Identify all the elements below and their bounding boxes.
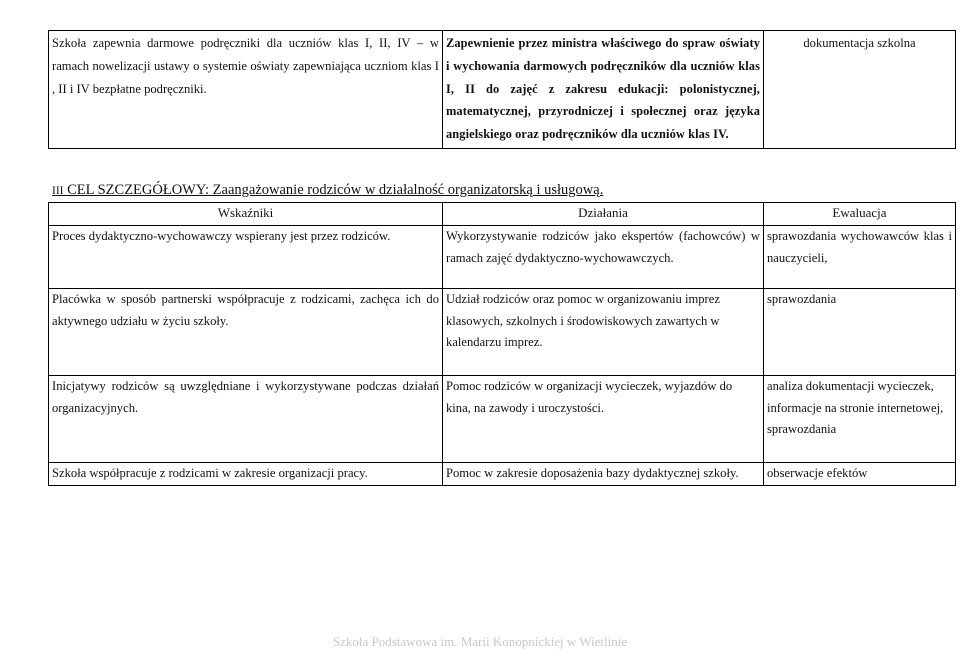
table-row bbox=[49, 376, 956, 463]
goals-table bbox=[48, 202, 956, 486]
section-number: III bbox=[52, 185, 64, 197]
row-4-wskazniki: Szkoła współpracuje z rodzicami w zakresie organizacji pracy. bbox=[49, 463, 443, 486]
top-table bbox=[48, 30, 956, 149]
page-footer: Szkoła Podstawowa im. Marii Konopnickiej w Wietlinie bbox=[332, 634, 628, 649]
row-1-ewaluacja: sprawozdania wychowawców klas i nauczycieli, bbox=[764, 226, 956, 289]
top-cell-dzialanie: Zapewnienie przez ministra właściwego do spraw oświaty i wychowania darmowych podręczników dla uczniów klas I, II do zajęć z zakresu edukacji: polonistycznej, matematycznej, przyrodniczej i społecznej oraz języka angielskiego oraz podręczników dla uczniów klas IV. bbox=[443, 31, 764, 149]
row-4-ewaluacja: obserwacje efektów bbox=[764, 463, 956, 486]
row-3-dzialania: Pomoc rodziców w organizacji wycieczek, wyjazdów do kina, na zawody i uroczystości. bbox=[443, 376, 764, 463]
row-1-dzialania: Wykorzystywanie rodziców jako ekspertów (fachowców) w ramach zajęć dydaktyczno-wychowawczych. bbox=[443, 226, 764, 289]
row-4-dzialania: Pomoc w zakresie doposażenia bazy dydaktycznej szkoły. bbox=[443, 463, 764, 486]
table-row bbox=[49, 289, 956, 376]
header-wskazniki: Wskaźniki bbox=[49, 203, 443, 226]
top-cell-ewaluacja: dokumentacja szkolna bbox=[764, 31, 956, 149]
row-3-ewaluacja: analiza dokumentacji wycieczek, informacje na stronie internetowej, sprawozdania bbox=[764, 376, 956, 463]
section-heading bbox=[52, 182, 603, 199]
row-2-ewaluacja: sprawozdania bbox=[764, 289, 956, 376]
table-header-row bbox=[49, 203, 956, 226]
row-1-wskazniki: Proces dydaktyczno-wychowawczy wspierany jest przez rodziców. bbox=[49, 226, 443, 289]
row-2-wskazniki: Placówka w sposób partnerski współpracuje z rodzicami, zachęca ich do aktywnego udziału w życiu szkoły. bbox=[49, 289, 443, 376]
top-cell-wskaznik: Szkoła zapewnia darmowe podręczniki dla uczniów klas I, II, IV – w ramach nowelizacji ustawy o systemie oświaty zapewniająca uczniom klas I , II i IV bezpłatne podręczniki. bbox=[49, 31, 443, 149]
table-row bbox=[49, 31, 956, 149]
section-title: CEL SZCZEGÓŁOWY: Zaangażowanie rodziców w działalność organizatorską i usługową. bbox=[67, 182, 604, 198]
table-row bbox=[49, 463, 956, 486]
table-row bbox=[49, 226, 956, 289]
row-2-dzialania: Udział rodziców oraz pomoc w organizowaniu imprez klasowych, szkolnych i środowiskowych zawartych w kalendarzu imprez. bbox=[443, 289, 764, 376]
header-ewaluacja: Ewaluacja bbox=[764, 203, 956, 226]
row-3-wskazniki: Inicjatywy rodziców są uwzględniane i wykorzystywane podczas działań organizacyjnych. bbox=[49, 376, 443, 463]
header-dzialania: Działania bbox=[443, 203, 764, 226]
